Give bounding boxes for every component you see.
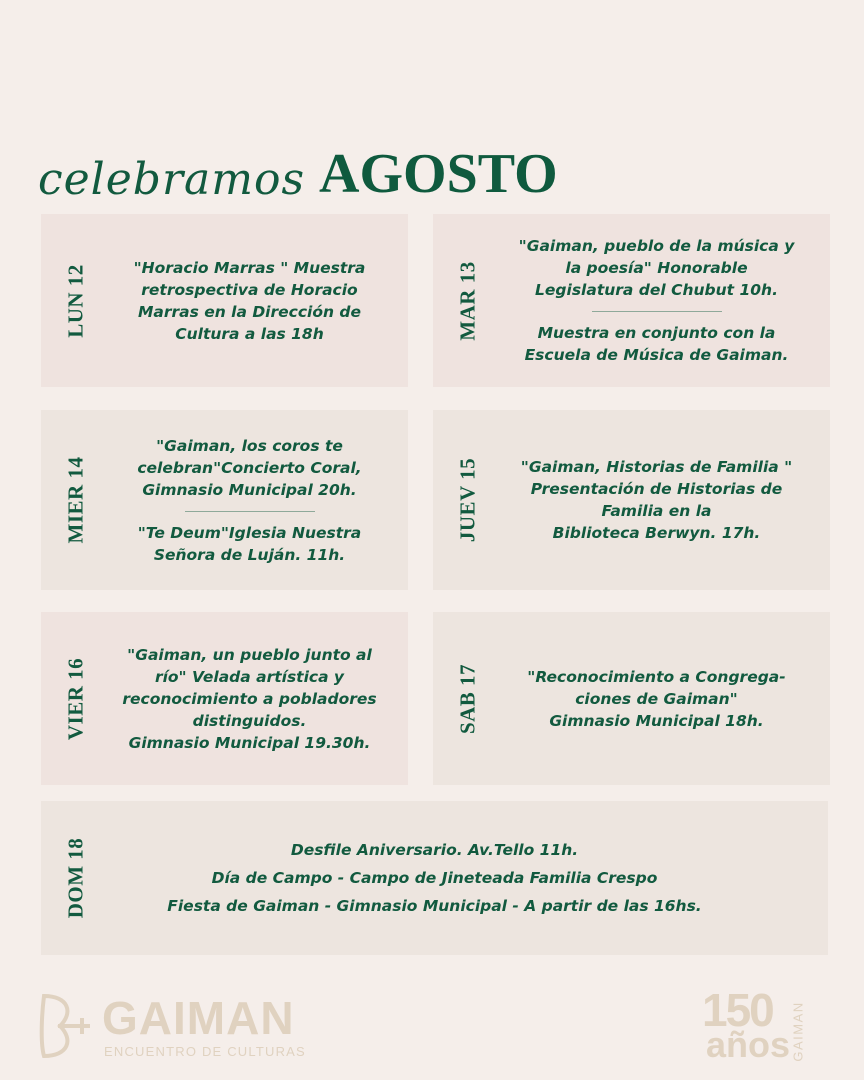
event-text: Fiesta de Gaiman - Gimnasio Municipal - A partir de las 16hs. <box>167 897 702 915</box>
day-label: SAB 17 <box>455 663 480 734</box>
day-label: DOM 18 <box>63 837 88 919</box>
title-script: celebramos <box>38 154 306 205</box>
logo-tagline: ENCUENTRO DE CULTURAS <box>104 1044 306 1059</box>
logo-name: GAIMAN <box>102 992 295 1044</box>
harp-icon <box>38 992 94 1060</box>
day-label: JUEV 15 <box>455 457 480 543</box>
event-text: Día de Campo - Campo de Jineteada Familia Crespo <box>211 869 658 887</box>
day-label: LUN 12 <box>63 263 88 338</box>
day-card-sab-17 <box>433 612 830 785</box>
anniv-number: 150 <box>702 984 773 1036</box>
event-text: "Horacio Marras " Muestra retrospectiva de Horacio Marras en la Dirección de Cultura a las 18h <box>133 258 366 343</box>
divider <box>592 311 722 312</box>
event-text: "Te Deum"Iglesia Nuestra Señora de Luján. 11h. <box>137 523 362 564</box>
day-card-vier-16 <box>41 612 408 785</box>
title-month: AGOSTO <box>319 143 558 205</box>
day-card-juev-15 <box>433 410 830 590</box>
day-label: VIER 16 <box>63 657 88 740</box>
event-text: "Gaiman, pueblo de la música y la poesía" Honorable Legislatura del Chubut 10h. <box>518 237 795 299</box>
event-text: Muestra en conjunto con la Escuela de Música de Gaiman. <box>524 324 789 364</box>
day-label: MAR 13 <box>455 260 480 341</box>
day-label: MIER 14 <box>63 456 88 544</box>
anniversary-logo <box>702 984 827 1068</box>
event-text: "Gaiman, un pueblo junto al río" Velada artística y reconocimiento a pobladores distinguidos. Gimnasio Municipal 19.30h. <box>122 645 377 752</box>
event-text: Desfile Aniversario. Av.Tello 11h. <box>290 841 579 859</box>
anniv-word: años <box>706 1024 791 1065</box>
page-title <box>38 132 558 205</box>
day-card-dom-18 <box>41 801 828 955</box>
divider <box>185 511 315 512</box>
day-card-lun-12 <box>41 214 408 387</box>
event-text: "Gaiman, Historias de Familia " Presentación de Historias de Familia en la Biblioteca Berwyn. 17h. <box>520 458 793 542</box>
event-text: "Reconocimiento a Congrega- ciones de Gaiman" Gimnasio Municipal 18h. <box>527 667 786 730</box>
day-card-mier-14 <box>41 410 408 590</box>
event-text: "Gaiman, los coros te celebran"Concierto Coral, Gimnasio Municipal 20h. <box>137 436 362 499</box>
gaiman-logo <box>38 992 328 1062</box>
day-card-mar-13 <box>433 214 830 387</box>
anniv-side: GAIMAN <box>790 1001 806 1062</box>
